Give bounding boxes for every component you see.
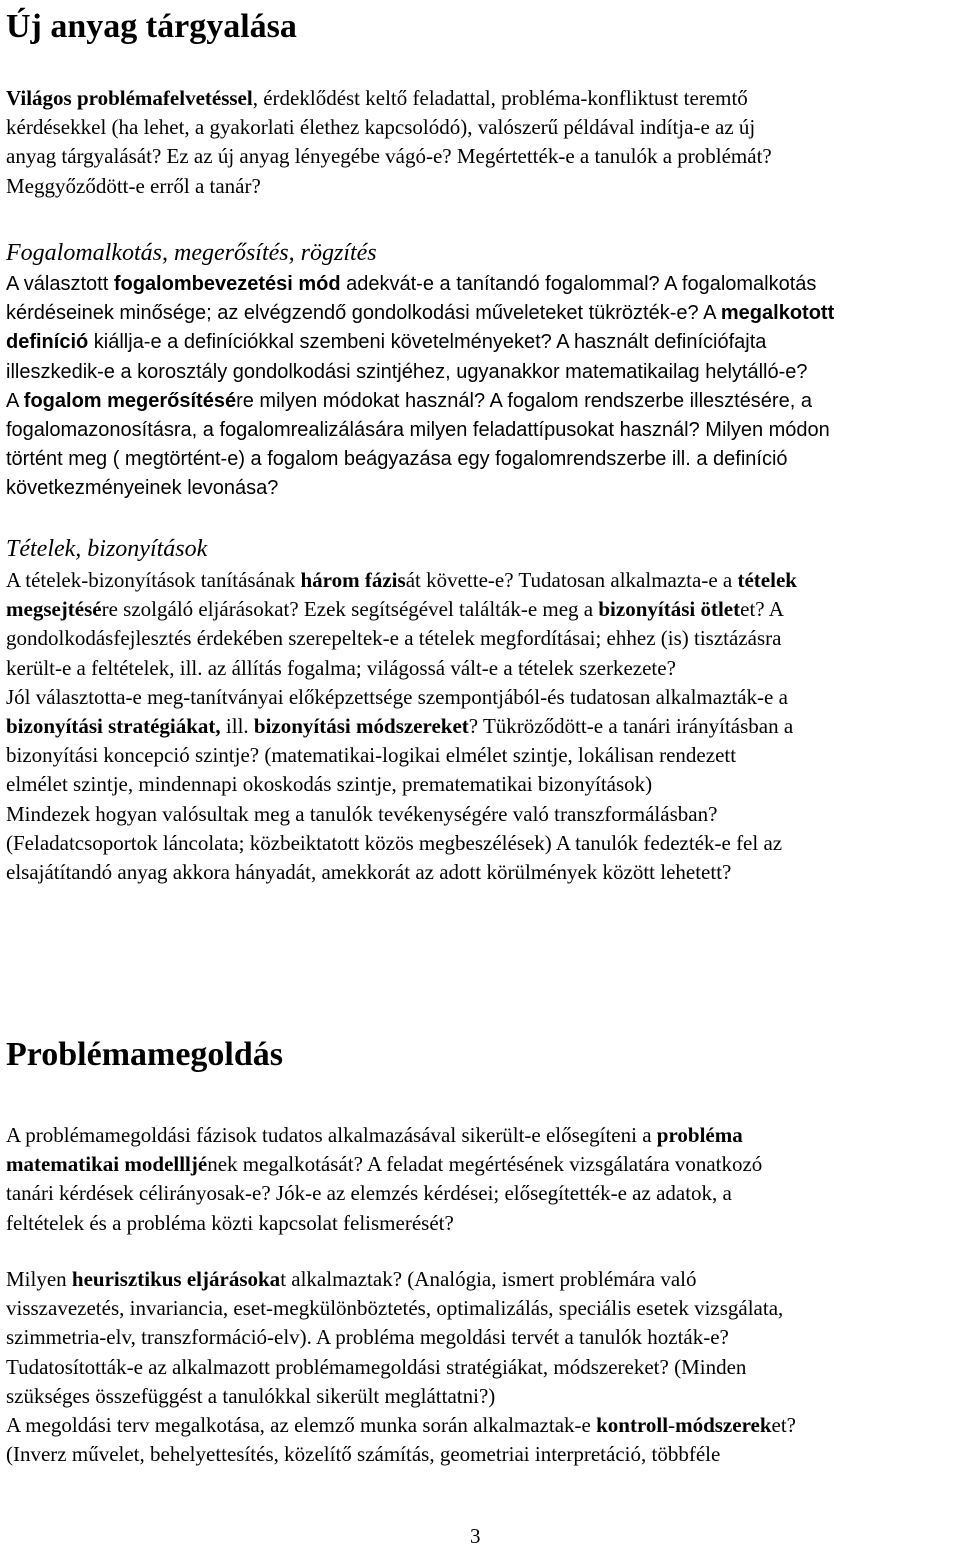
text-line bbox=[6, 271, 816, 297]
text-run: Meggyőződött-e erről a tanár? bbox=[6, 173, 261, 198]
text-run: tanári kérdések célirányosak-e? Jók-e az elemzés kérdései; elősegítették-e az adatok, a bbox=[6, 1181, 732, 1206]
text-line bbox=[6, 388, 812, 414]
text-line bbox=[6, 1412, 796, 1438]
text-line bbox=[6, 475, 278, 501]
bold-run: megalkotott bbox=[720, 302, 835, 325]
text-run: A problémamegoldási fázisok tudatos alkalmazásával sikerült-e elősegíteni a bbox=[6, 1123, 657, 1147]
text-run: illeszkedik-e a korosztály gondolkodási szintjéhez, ugyanakkor matematikailag helytálló-e? bbox=[6, 360, 808, 383]
text-run: Milyen bbox=[6, 1267, 72, 1291]
text-line bbox=[6, 114, 755, 140]
text-run: ill. bbox=[220, 714, 254, 738]
text-run: A választott bbox=[6, 273, 114, 295]
text-line bbox=[6, 801, 717, 827]
section-title-concept-formation: Fogalomalkotás, megerősítés, rögzítés bbox=[6, 240, 377, 266]
text-run: Tudatosították-e az alkalmazott problémamegoldási stratégiákat, módszereket? (Minden bbox=[6, 1354, 747, 1379]
text-run: történt meg ( megtörtént-e) a fogalom beágyazása egy fogalomrendszerbe ill. a definíció bbox=[6, 448, 788, 471]
text-line bbox=[6, 329, 766, 355]
text-line bbox=[6, 567, 797, 593]
text-line bbox=[6, 742, 736, 768]
text-run: gondolkodásfejlesztés érdekében szerepeltek-e a tételek megfordításai; ehhez (is) tisztázásra bbox=[6, 626, 782, 651]
text-run: - bbox=[668, 1413, 676, 1437]
bold-run: bizonyítási ötlet bbox=[598, 597, 741, 622]
bold-run: bizonyítási módszereket bbox=[253, 714, 469, 738]
text-line bbox=[6, 1151, 762, 1177]
text-run: re milyen módokat használ? A fogalom rendszerbe illesztésére, a bbox=[236, 389, 812, 412]
text-run: visszavezetés, invariancia, eset-megkülönböztetés, optimalizálás, speciális esetek vizsgálata, bbox=[6, 1296, 784, 1321]
text-run: szükséges összefüggést a tanulókkal sikerült megláttatni?) bbox=[6, 1383, 496, 1408]
text-run: anyag tárgyalását? Ez az új anyag lényegébe vágó-e? Megértették-e a tanulók a problémát? bbox=[6, 144, 772, 169]
page-number: 3 bbox=[470, 1524, 481, 1548]
bold-run: kontroll bbox=[596, 1413, 669, 1437]
text-line bbox=[6, 1441, 720, 1467]
text-line bbox=[6, 713, 793, 739]
text-line bbox=[6, 1122, 743, 1148]
bold-run: bizonyítási stratégiákat, bbox=[6, 714, 221, 738]
text-line bbox=[6, 1295, 783, 1321]
section-title-problem-solving: Problémamegoldás bbox=[6, 1036, 284, 1073]
text-run: bizonyítási koncepció szintje? (matematikai-logikai elmélet szintje, lokálisan rendezett bbox=[6, 743, 737, 768]
text-run: (Feladatcsoportok láncolata; közbeiktatott közös megbeszélések) A tanulók fedezték-e fel az bbox=[6, 830, 783, 855]
text-run: feltételek és a probléma közti kapcsolat felismerését? bbox=[6, 1210, 454, 1235]
bold-run: matematikai modellljé bbox=[6, 1152, 208, 1177]
text-line bbox=[6, 625, 781, 651]
bold-run: tételek bbox=[737, 568, 797, 592]
text-run: került-e a feltételek, ill. az állítás fogalma; világossá vált-e a tételek szerkezete? bbox=[6, 655, 676, 680]
bold-run: probléma bbox=[656, 1123, 743, 1147]
bold-run: fogalombevezetési mód bbox=[113, 273, 341, 295]
text-run: Jól választotta-e meg-tanítványai előképzettsége szempontjából-és tudatosan alkalmazták-e a bbox=[6, 684, 788, 709]
text-line bbox=[6, 143, 772, 169]
text-run: et? A bbox=[740, 597, 784, 622]
text-run: , érdeklődést keltő feladattal, probléma-konfliktust teremtő bbox=[252, 86, 748, 110]
text-line bbox=[6, 300, 834, 326]
bold-run: megsejtésé bbox=[6, 597, 102, 622]
text-run: re szolgáló eljárásokat? Ezek segítségével találták-e meg a bbox=[101, 597, 599, 622]
text-line bbox=[6, 771, 652, 797]
text-run: szimmetria-elv, transzformáció-elv). A probléma megoldási tervét a tanulók hozták-e? bbox=[6, 1325, 729, 1350]
text-line bbox=[6, 446, 788, 472]
text-run: következményeinek levonása? bbox=[6, 477, 279, 500]
text-run: elmélet szintje, mindennapi okoskodás szintje, prematematikai bizonyítások) bbox=[6, 772, 653, 797]
text-run: kérdéseinek minősége; az elvégzendő gondolkodási műveleteket tükrözték-e? A bbox=[6, 302, 721, 325]
text-line bbox=[6, 417, 830, 443]
text-run: A tételek-bizonyítások tanításának bbox=[6, 568, 301, 592]
text-run: et? bbox=[771, 1413, 796, 1437]
text-run: ? Tükröződött-e a tanári irányításban a bbox=[468, 714, 794, 738]
bold-run: Világos problémafelvetéssel bbox=[6, 86, 253, 110]
text-line bbox=[6, 859, 731, 885]
bold-run: fogalom megerősítésé bbox=[23, 389, 237, 412]
text-line bbox=[6, 1210, 454, 1236]
text-line bbox=[6, 1266, 697, 1292]
text-run: át követte-e? Tudatosan alkalmazta-e a bbox=[405, 568, 738, 592]
text-run: elsajátítandó anyag akkora hányadát, amekkorát az adott körülmények között lehetett? bbox=[6, 860, 732, 884]
section-title-new-material: Új anyag tárgyalása bbox=[6, 8, 297, 45]
bold-run: módszerek bbox=[675, 1413, 772, 1437]
text-line bbox=[6, 85, 748, 111]
text-run: (Inverz művelet, behelyettesítés, közelítő számítás, geometriai interpretáció, többféle bbox=[6, 1442, 721, 1467]
section-title-theorems-proofs: Tételek, bizonyítások bbox=[6, 536, 208, 562]
text-run: Mindezek hogyan valósultak meg a tanulók tevékenységére való transzformálásban? bbox=[6, 801, 718, 826]
text-line bbox=[6, 1180, 732, 1206]
text-line bbox=[6, 1354, 746, 1380]
text-line bbox=[6, 1324, 729, 1350]
text-line bbox=[6, 655, 676, 681]
text-run: A megoldási terv megalkotása, az elemző munka során alkalmaztak-e bbox=[6, 1413, 597, 1437]
bold-run: definíció bbox=[6, 331, 89, 354]
text-line bbox=[6, 173, 261, 199]
text-run: fogalomazonosításra, a fogalomrealizálására milyen feladattípusokat használ? Milyen módon bbox=[6, 419, 830, 441]
text-run: kiállja-e a definíciókkal szembeni követelményeket? A használt definíciófajta bbox=[88, 331, 767, 354]
text-line bbox=[6, 830, 782, 856]
text-line bbox=[6, 359, 808, 385]
text-line bbox=[6, 1383, 495, 1409]
text-line bbox=[6, 684, 788, 710]
text-run: adekvát-e a tanítandó fogalommal? A fogalomalkotás bbox=[340, 273, 817, 295]
text-run: nek megalkotását? A feladat megértésének vizsgálatára vonatkozó bbox=[207, 1152, 763, 1177]
text-run: t alkalmaztak? (Analógia, ismert problémára való bbox=[280, 1267, 697, 1291]
bold-run: három fázis bbox=[300, 568, 406, 592]
text-run: kérdésekkel (ha lehet, a gyakorlati élethez kapcsolódó), valószerű példával indítja-e az új bbox=[6, 115, 756, 140]
text-run: A bbox=[6, 389, 24, 412]
bold-run: heurisztikus eljárásoka bbox=[71, 1267, 281, 1291]
text-line bbox=[6, 596, 784, 622]
